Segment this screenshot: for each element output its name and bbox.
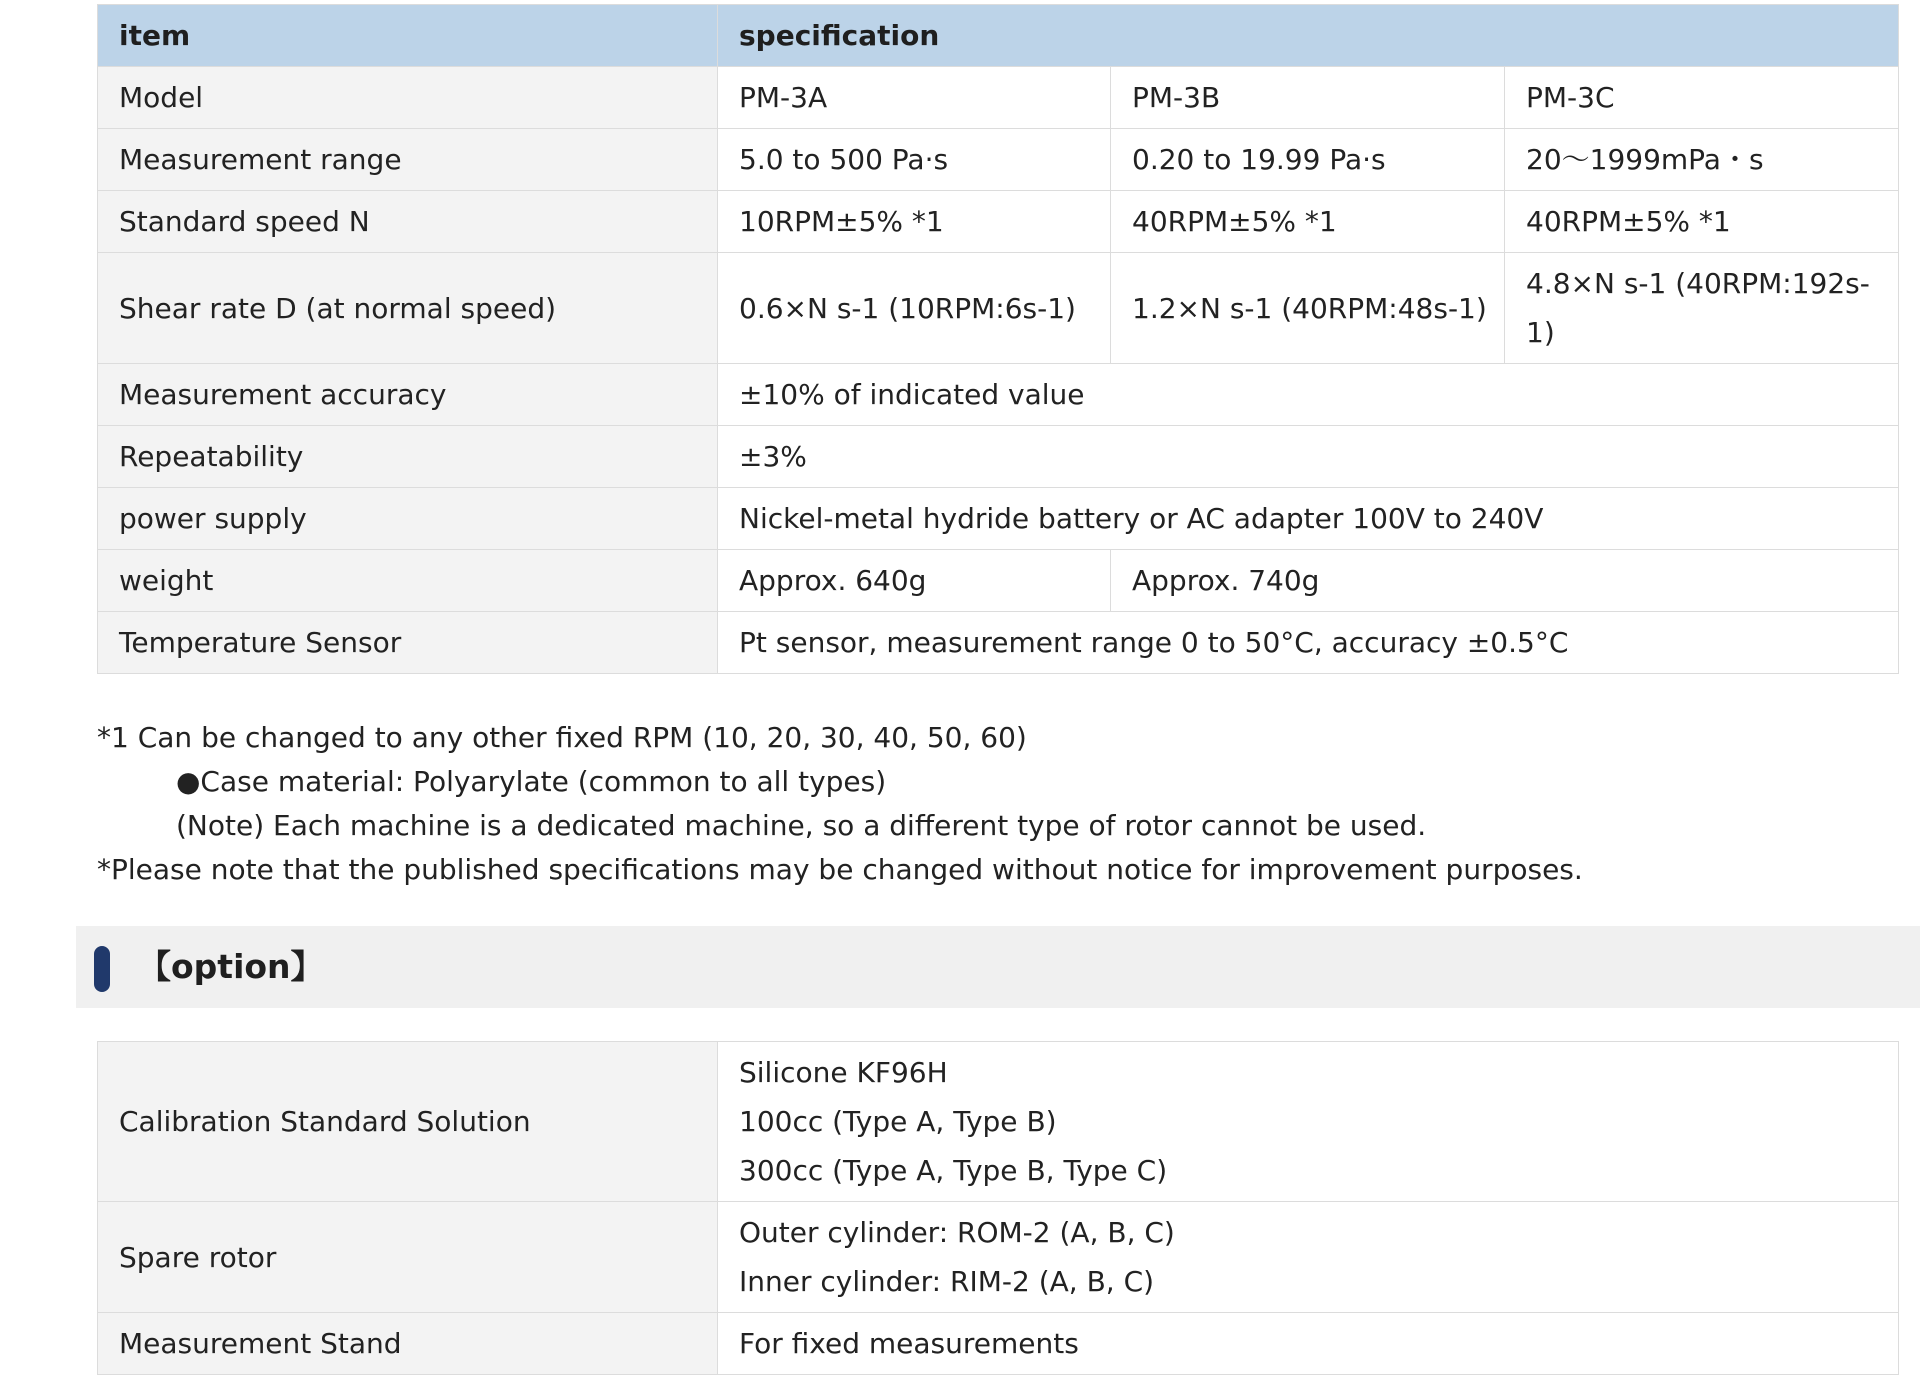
temp-value: Pt sensor, measurement range 0 to 50°C, accuracy ±0.5°C xyxy=(718,612,1899,674)
rotor-line: Outer cylinder: ROM-2 (A, B, C) xyxy=(739,1216,1175,1249)
section-marker-bar xyxy=(94,946,110,992)
rotor-line: Inner cylinder: RIM-2 (A, B, C) xyxy=(739,1265,1155,1298)
table-row xyxy=(98,1202,1899,1313)
option-table xyxy=(97,1041,1899,1375)
table-row xyxy=(98,550,1899,612)
header-item: item xyxy=(98,5,718,67)
note-case-material: ●Case material: Polyarylate (common to all types) xyxy=(176,765,887,798)
row-label-repeatability: Repeatability xyxy=(98,426,718,488)
table-row xyxy=(98,364,1899,426)
repeatability-value: ±3% xyxy=(718,426,1899,488)
shear-c: 4.8×N s-1 (40RPM:192s-1) xyxy=(1505,253,1899,364)
weight-c: Approx. 740g xyxy=(1111,550,1899,612)
note-dedicated-machine: (Note) Each machine is a dedicated machine, so a different type of rotor cannot be used. xyxy=(176,809,1427,842)
header-specification: specification xyxy=(718,5,1899,67)
table-row xyxy=(98,67,1899,129)
spec-table xyxy=(97,4,1899,674)
shear-a: 0.6×N s-1 (10RPM:6s-1) xyxy=(718,253,1111,364)
power-value: Nickel-metal hydride battery or AC adapter 100V to 240V xyxy=(718,488,1899,550)
row-label-model: Model xyxy=(98,67,718,129)
range-c: 20～1999mPa・s xyxy=(1505,129,1899,191)
row-label-weight: weight xyxy=(98,550,718,612)
model-a: PM-3A xyxy=(718,67,1111,129)
note-rpm: *1 Can be changed to any other fixed RPM (10, 20, 30, 40, 50, 60) xyxy=(97,721,1027,754)
option-section-heading xyxy=(76,926,1920,1008)
calibration-line: Silicone KF96H xyxy=(739,1056,948,1089)
row-label-rotor: Spare rotor xyxy=(98,1202,718,1313)
table-row xyxy=(98,612,1899,674)
row-label-accuracy: Measurement accuracy xyxy=(98,364,718,426)
row-label-stand: Measurement Stand xyxy=(98,1313,718,1375)
row-label-range: Measurement range xyxy=(98,129,718,191)
note-disclaimer: *Please note that the published specifications may be changed without notice for improvement purposes. xyxy=(97,853,1583,886)
table-row xyxy=(98,426,1899,488)
table-row xyxy=(98,253,1899,364)
table-row xyxy=(98,1313,1899,1375)
spec-notes xyxy=(97,716,1897,892)
table-row xyxy=(98,488,1899,550)
model-b: PM-3B xyxy=(1111,67,1505,129)
speed-b: 40RPM±5% *1 xyxy=(1111,191,1505,253)
row-label-power: power supply xyxy=(98,488,718,550)
option-section-title: 【option】 xyxy=(138,947,324,986)
spec-header-row xyxy=(98,5,1899,67)
table-row xyxy=(98,191,1899,253)
row-label-calibration: Calibration Standard Solution xyxy=(98,1042,718,1202)
row-label-temp: Temperature Sensor xyxy=(98,612,718,674)
table-row xyxy=(98,1042,1899,1202)
calibration-value xyxy=(718,1042,1899,1202)
rotor-value xyxy=(718,1202,1899,1313)
accuracy-value: ±10% of indicated value xyxy=(718,364,1899,426)
stand-value: For fixed measurements xyxy=(718,1313,1899,1375)
range-b: 0.20 to 19.99 Pa·s xyxy=(1111,129,1505,191)
table-row xyxy=(98,129,1899,191)
speed-c: 40RPM±5% *1 xyxy=(1505,191,1899,253)
speed-a: 10RPM±5% *1 xyxy=(718,191,1111,253)
calibration-line: 100cc (Type A, Type B) xyxy=(739,1105,1057,1138)
range-a: 5.0 to 500 Pa·s xyxy=(718,129,1111,191)
row-label-speed: Standard speed N xyxy=(98,191,718,253)
model-c: PM-3C xyxy=(1505,67,1899,129)
shear-b: 1.2×N s-1 (40RPM:48s-1) xyxy=(1111,253,1505,364)
row-label-shear: Shear rate D (at normal speed) xyxy=(98,253,718,364)
calibration-line: 300cc (Type A, Type B, Type C) xyxy=(739,1154,1168,1187)
weight-ab: Approx. 640g xyxy=(718,550,1111,612)
